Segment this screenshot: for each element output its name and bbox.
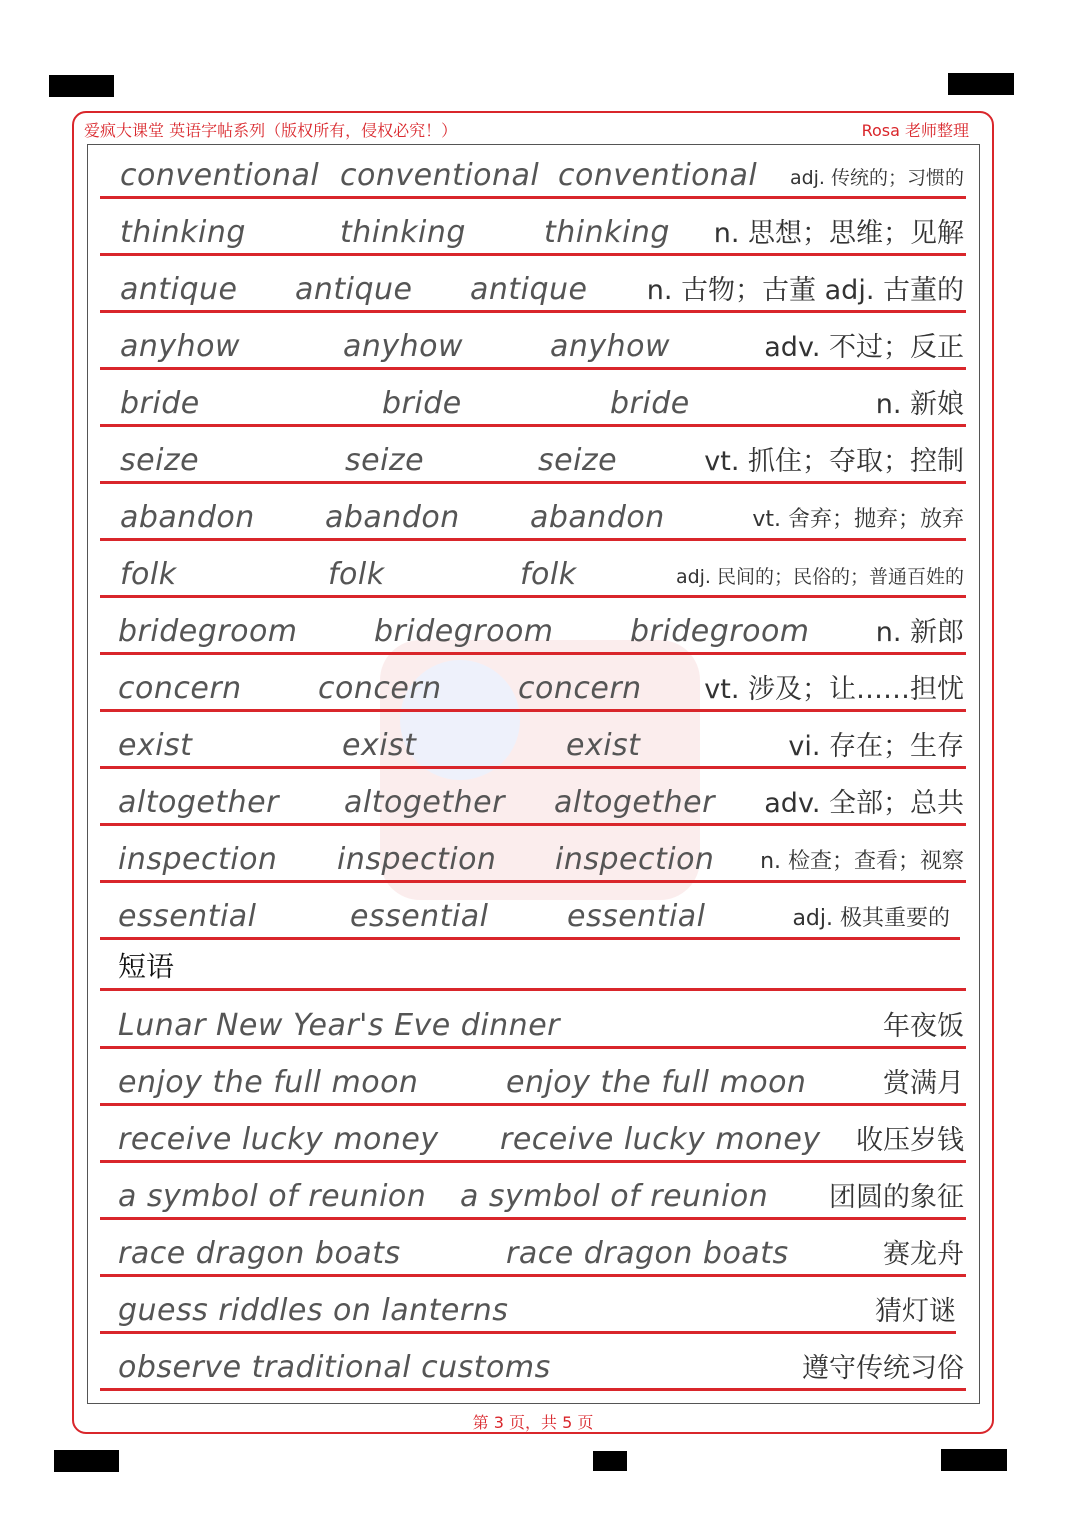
- baseline-rule: [100, 253, 966, 256]
- phrase-row: [100, 1050, 966, 1106]
- page-number: 第 3 页，共 5 页: [472, 1413, 594, 1432]
- word-meaning: adj. 传统的；习惯的: [789, 167, 964, 189]
- baseline-rule: [100, 481, 966, 484]
- baseline-rule: [100, 310, 966, 313]
- phrases-heading-row: [100, 935, 966, 991]
- practice-word: antique: [120, 272, 238, 307]
- practice-word: essential: [350, 899, 489, 934]
- practice-word: seize: [538, 443, 618, 478]
- registration-mark-bottom-right: [941, 1449, 1007, 1471]
- vocab-row: [100, 656, 966, 712]
- practice-word: inspection: [555, 842, 715, 877]
- practice-word: antique: [295, 272, 413, 307]
- practice-word: abandon: [120, 500, 255, 535]
- practice-phrase: enjoy the full moon: [118, 1065, 419, 1100]
- baseline-rule: [100, 1160, 966, 1163]
- practice-word: exist: [118, 728, 193, 763]
- vocab-row: [100, 770, 966, 826]
- phrase-row: [100, 993, 966, 1049]
- vocab-row: [100, 143, 966, 199]
- practice-word: exist: [566, 728, 641, 763]
- practice-word: anyhow: [550, 329, 671, 364]
- baseline-rule: [100, 1388, 966, 1391]
- phrase-row: [100, 1278, 966, 1334]
- practice-phrase: race dragon boats: [118, 1236, 401, 1271]
- practice-phrase: enjoy the full moon: [506, 1065, 807, 1100]
- practice-word: folk: [120, 557, 177, 592]
- baseline-rule: [100, 823, 966, 826]
- practice-word: altogether: [554, 785, 715, 820]
- word-meaning: n. 新郎: [875, 617, 964, 648]
- phrases-heading: 短语: [118, 950, 175, 983]
- practice-word: antique: [470, 272, 588, 307]
- practice-word: bride: [120, 386, 200, 421]
- phrase-meaning: 赛龙舟: [883, 1239, 964, 1270]
- practice-word: folk: [328, 557, 385, 592]
- practice-word: concern: [518, 671, 642, 706]
- practice-word: altogether: [118, 785, 279, 820]
- practice-phrase: a symbol of reunion: [460, 1179, 769, 1214]
- phrase-row: [100, 1221, 966, 1277]
- phrase-row: [100, 1164, 966, 1220]
- practice-phrase: a symbol of reunion: [118, 1179, 427, 1214]
- practice-word: conventional: [340, 158, 540, 193]
- baseline-rule: [100, 1274, 966, 1277]
- phrase-row: [100, 1335, 966, 1391]
- baseline-rule: [100, 196, 966, 199]
- vocab-row: [100, 200, 966, 256]
- practice-word: bridegroom: [630, 614, 810, 649]
- vocab-row: [100, 428, 966, 484]
- vocab-row: [100, 257, 966, 313]
- practice-phrase: receive lucky money: [118, 1122, 439, 1157]
- practice-phrase: observe traditional customs: [118, 1350, 551, 1385]
- practice-word: conventional: [558, 158, 758, 193]
- practice-phrase: guess riddles on lanterns: [118, 1293, 509, 1328]
- practice-word: thinking: [544, 215, 670, 250]
- practice-word: bride: [382, 386, 462, 421]
- practice-phrase: race dragon boats: [506, 1236, 789, 1271]
- word-meaning: n. 思想；思维；见解: [713, 218, 964, 249]
- practice-word: abandon: [530, 500, 665, 535]
- vocab-row: [100, 713, 966, 769]
- practice-word: concern: [118, 671, 242, 706]
- practice-word: exist: [342, 728, 417, 763]
- baseline-rule: [100, 367, 966, 370]
- registration-mark-top-right: [948, 73, 1014, 95]
- registration-mark-top-left: [49, 75, 114, 97]
- practice-word: thinking: [340, 215, 466, 250]
- baseline-rule: [100, 1103, 966, 1106]
- baseline-rule: [100, 538, 966, 541]
- vocab-row: [100, 827, 966, 883]
- practice-word: essential: [567, 899, 706, 934]
- practice-word: bride: [610, 386, 690, 421]
- vocab-row: [100, 371, 966, 427]
- baseline-rule: [100, 1217, 966, 1220]
- practice-phrase: Lunar New Year's Eve dinner: [118, 1008, 560, 1043]
- practice-word: seize: [345, 443, 425, 478]
- practice-word: thinking: [120, 215, 246, 250]
- vocab-row: [100, 599, 966, 655]
- practice-phrase: receive lucky money: [500, 1122, 821, 1157]
- practice-word: altogether: [344, 785, 505, 820]
- phrase-meaning: 赏满月: [883, 1068, 964, 1099]
- baseline-rule: [100, 652, 966, 655]
- practice-word: abandon: [325, 500, 460, 535]
- baseline-rule: [100, 424, 966, 427]
- word-meaning: adv. 全部；总共: [764, 788, 964, 819]
- practice-word: bridegroom: [118, 614, 298, 649]
- practice-word: essential: [118, 899, 257, 934]
- word-meaning: n. 检查；查看；视察: [760, 849, 964, 874]
- phrase-meaning: 团圆的象征: [829, 1182, 964, 1213]
- baseline-rule: [100, 709, 966, 712]
- practice-word: folk: [520, 557, 577, 592]
- practice-word: seize: [120, 443, 200, 478]
- practice-word: inspection: [337, 842, 497, 877]
- baseline-rule: [100, 595, 966, 598]
- phrase-meaning: 年夜饭: [883, 1011, 964, 1042]
- practice-word: anyhow: [120, 329, 241, 364]
- vocab-row: [100, 884, 966, 940]
- baseline-rule: [100, 1046, 966, 1049]
- baseline-rule: [100, 766, 966, 769]
- word-meaning: n. 古物；古董 adj. 古董的: [646, 275, 964, 306]
- phrase-meaning: 收压岁钱: [856, 1125, 964, 1156]
- baseline-rule: [100, 1331, 956, 1334]
- vocab-row: [100, 314, 966, 370]
- word-meaning: n. 新娘: [875, 389, 964, 420]
- phrase-row: [100, 1107, 966, 1163]
- baseline-rule: [100, 988, 966, 991]
- vocab-row: [100, 542, 966, 598]
- word-meaning: vt. 舍弃；抛弃；放弃: [752, 507, 964, 532]
- practice-word: inspection: [118, 842, 278, 877]
- series-title: 爱疯大课堂 英语字帖系列（版权所有，侵权必究！）: [84, 121, 458, 140]
- phrase-meaning: 猜灯谜: [875, 1296, 956, 1327]
- word-meaning: adj. 民间的；民俗的；普通百姓的: [675, 566, 964, 588]
- word-meaning: vt. 涉及；让……担忧: [704, 674, 964, 705]
- word-meaning: adj. 极其重要的: [792, 906, 950, 931]
- vocab-row: [100, 485, 966, 541]
- practice-word: concern: [318, 671, 442, 706]
- phrase-meaning: 遵守传统习俗: [802, 1353, 964, 1384]
- baseline-rule: [100, 880, 966, 883]
- word-meaning: vi. 存在；生存: [788, 731, 964, 762]
- practice-word: bridegroom: [374, 614, 554, 649]
- practice-word: conventional: [120, 158, 320, 193]
- practice-word: anyhow: [343, 329, 464, 364]
- word-meaning: adv. 不过；反正: [764, 332, 964, 363]
- registration-mark-bottom-center: [593, 1451, 627, 1471]
- author-credit: Rosa 老师整理: [861, 121, 969, 140]
- registration-mark-bottom-left: [54, 1450, 119, 1472]
- word-meaning: vt. 抓住；夺取；控制: [704, 446, 964, 477]
